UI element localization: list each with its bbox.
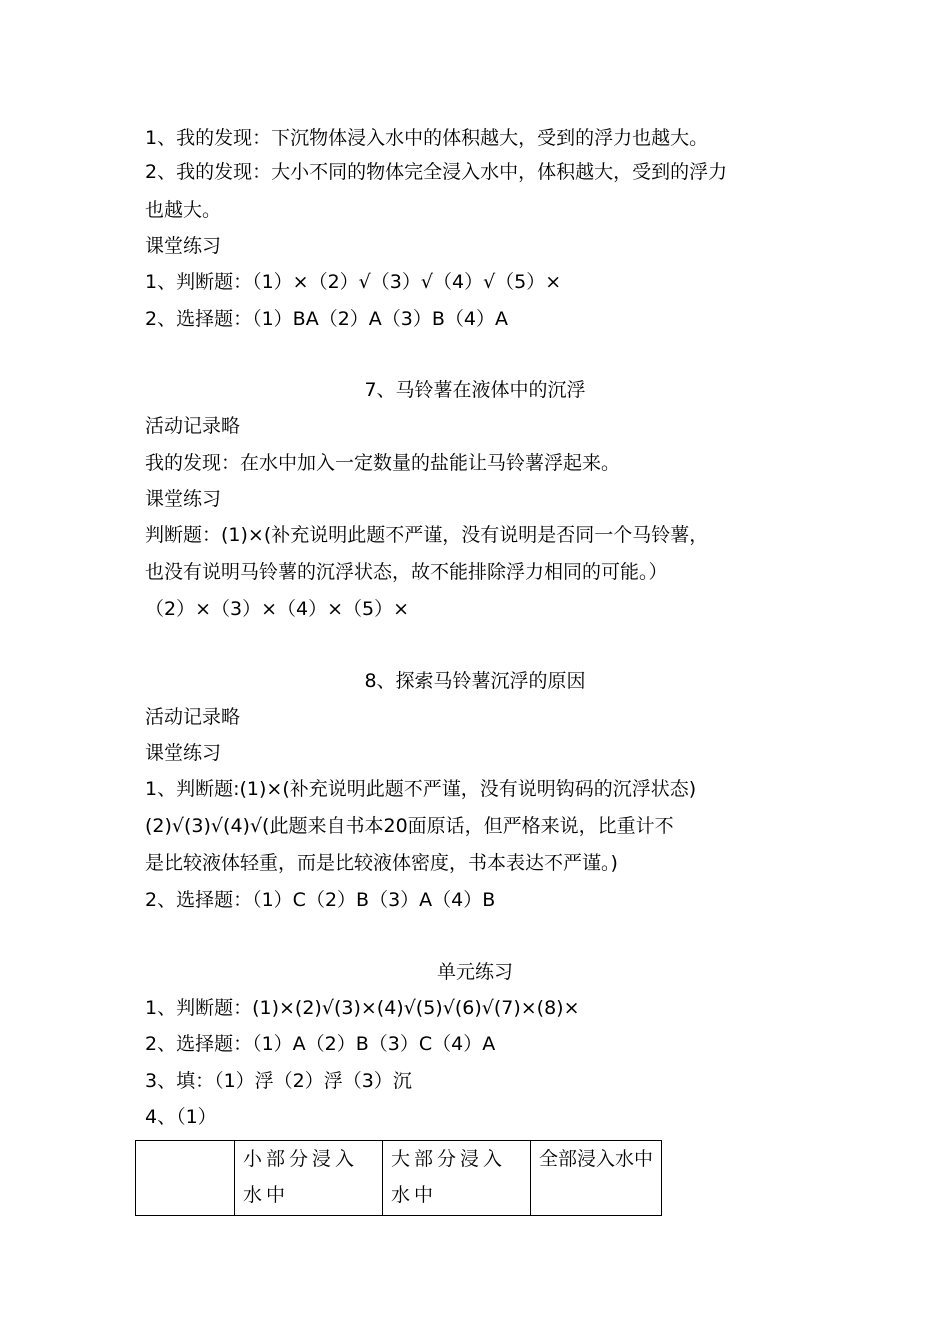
s8-judge-3: 是比较液体轻重，而是比较液体密度，书本表达不严谨。) [145,852,618,874]
s7-practice-heading: 课堂练习 [145,488,222,510]
s8-title: 8、探索马铃薯沉浮的原因 [364,670,586,692]
immersion-table [135,1140,662,1216]
s7-record: 活动记录略 [145,415,241,437]
unit-q4: 4、（1） [145,1106,217,1128]
table-header-small-part: 小部分浸入水中 [235,1141,383,1216]
s7-judge-1: 判断题：(1)×(补充说明此题不严谨，没有说明是否同一个马铃薯， [145,524,709,546]
s7-finding: 我的发现：在水中加入一定数量的盐能让马铃薯浮起来。 [145,452,621,474]
s6-choice: 2、选择题：（1）BA（2）A（3）B（4）A [145,308,509,330]
s8-practice-heading: 课堂练习 [145,742,222,764]
table-header-fully: 全部浸入水中 [531,1141,662,1216]
table-row [136,1141,662,1216]
s6-line-2: 2、我的发现：大小不同的物体完全浸入水中，体积越大，受到的浮力 [145,161,728,183]
s6-practice-heading: 课堂练习 [145,235,222,257]
unit-fill: 3、填：（1）浮（2）浮（3）沉 [145,1070,412,1092]
s8-judge-2: (2)√(3)√(4)√(此题来自书本20面原话，但严格来说，比重计不 [145,815,674,837]
s8-judge-1: 1、判断题:(1)×(补充说明此题不严谨，没有说明钩码的沉浮状态) [145,778,697,800]
unit-title: 单元练习 [436,961,513,983]
unit-judge: 1、判断题：(1)×(2)√(3)×(4)√(5)√(6)√(7)×(8)× [145,997,580,1019]
s7-judge-2: 也没有说明马铃薯的沉浮状态，故不能排除浮力相同的可能。） [145,561,668,583]
s7-judge-3: （2）×（3）×（4）×（5）× [145,598,410,620]
s6-line-1: 1、我的发现：下沉物体浸入水中的体积越大，受到的浮力也越大。 [145,127,709,149]
s8-record: 活动记录略 [145,706,241,728]
s8-choice: 2、选择题：（1）C（2）B（3）A（4）B [145,889,496,911]
unit-choice: 2、选择题：（1）A（2）B（3）C（4）A [145,1033,496,1055]
table-cell-blank [136,1141,235,1216]
s6-line-3: 也越大。 [145,199,222,221]
s7-title: 7、马铃薯在液体中的沉浮 [364,379,586,401]
table-header-large-part: 大部分浸入水中 [383,1141,531,1216]
s6-judge: 1、判断题：（1）×（2）√（3）√（4）√（5）× [145,271,562,293]
